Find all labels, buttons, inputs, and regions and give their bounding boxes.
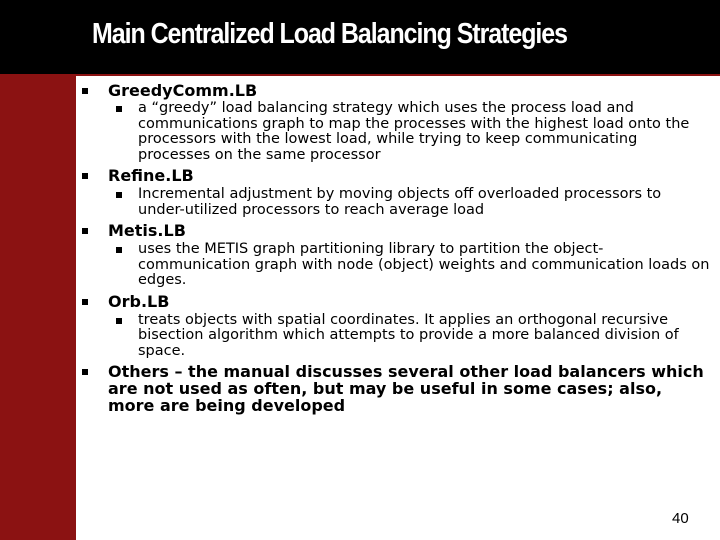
- bullet-greedycomm: [80, 82, 710, 163]
- bullet-others: [80, 363, 710, 414]
- bullet-metis: [80, 222, 710, 289]
- bullet-heading: Refine.LB: [108, 166, 194, 185]
- bullet-refine: [80, 167, 710, 218]
- bullet-description: Incremental adjustment by moving objects off overloaded processors to under-utilized processors to reach average load: [138, 186, 662, 218]
- bullet-description: treats objects with spatial coordinates. It applies an orthogonal recursive bisection algorithm which attempts to provide a more balanced division of space.: [138, 311, 679, 359]
- closing-text: Others – the manual discusses several other load balancers which are not used as often, but may be useful in some cases; also, more are being developed: [108, 362, 704, 415]
- square-bullet-icon: [82, 173, 88, 179]
- square-bullet-icon: [116, 106, 122, 112]
- page-number: 40: [672, 510, 689, 527]
- square-bullet-icon: [82, 299, 88, 305]
- bullet-description: uses the METIS graph partitioning library to partition the object-communication graph with node (object) weights and communication loads on edges.: [138, 241, 710, 288]
- square-bullet-icon: [82, 88, 88, 94]
- title-underline: [76, 74, 720, 76]
- bullet-description: a “greedy” load balancing strategy which uses the process load and communications graph to map the processes with the highest load onto the processors with the lowest load, while trying to keep communicating processes on the same processor: [138, 100, 690, 163]
- bullet-orb: [80, 293, 710, 360]
- square-bullet-icon: [116, 192, 122, 198]
- slide-content: [80, 80, 710, 414]
- bullet-heading: Metis.LB: [108, 221, 186, 240]
- square-bullet-icon: [116, 318, 122, 324]
- slide-title: Main Centralized Load Balancing Strategies: [92, 18, 567, 50]
- square-bullet-icon: [82, 369, 88, 375]
- left-accent-bar: [0, 0, 76, 540]
- bullet-heading: Orb.LB: [108, 291, 170, 311]
- square-bullet-icon: [82, 228, 88, 234]
- square-bullet-icon: [116, 247, 122, 253]
- bullet-heading: GreedyComm.LB: [108, 81, 258, 100]
